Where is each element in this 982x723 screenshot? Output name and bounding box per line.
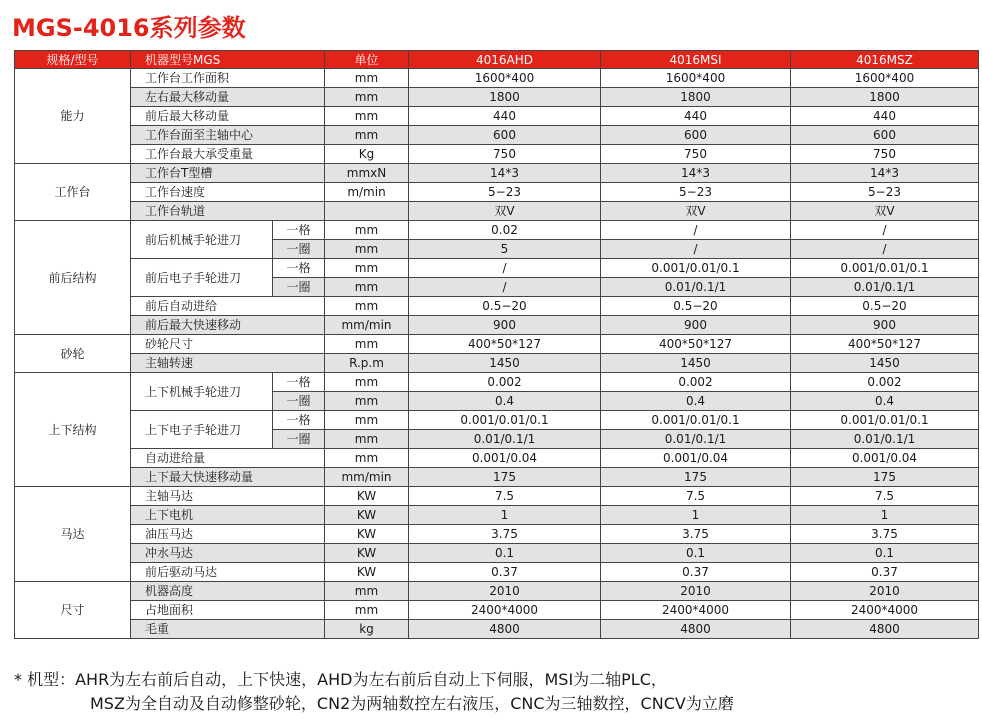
param-cell: 左右最大移动量: [131, 88, 325, 107]
value-cell: 14*3: [601, 164, 791, 183]
unit-cell: KW: [325, 506, 409, 525]
table-row: [15, 126, 979, 145]
table-row: [15, 202, 979, 221]
value-cell: 400*50*127: [409, 335, 601, 354]
value-cell: 900: [409, 316, 601, 335]
value-cell: 3.75: [409, 525, 601, 544]
value-cell: 1600*400: [791, 69, 979, 88]
value-cell: 1: [601, 506, 791, 525]
value-cell: 0.01/0.1/1: [601, 430, 791, 449]
table-row: [15, 297, 979, 316]
value-cell: 0.1: [409, 544, 601, 563]
param-cell: 前后自动进给: [131, 297, 325, 316]
value-cell: 1450: [409, 354, 601, 373]
value-cell: 0.4: [601, 392, 791, 411]
value-cell: 2010: [409, 582, 601, 601]
param-cell: 毛重: [131, 620, 325, 639]
value-cell: 900: [601, 316, 791, 335]
footnote: [14, 668, 734, 716]
value-cell: /: [791, 221, 979, 240]
param-cell: 前后最大移动量: [131, 107, 325, 126]
value-cell: 0.002: [409, 373, 601, 392]
category-cell: 能力: [15, 69, 131, 164]
category-cell: 前后结构: [15, 221, 131, 335]
unit-cell: mm: [325, 411, 409, 430]
table-row: [15, 563, 979, 582]
table-row: [15, 544, 979, 563]
unit-cell: mm/min: [325, 316, 409, 335]
value-cell: 1800: [791, 88, 979, 107]
param-cell: 工作台面至主轴中心: [131, 126, 325, 145]
unit-cell: [325, 202, 409, 221]
param-cell: 油压马达: [131, 525, 325, 544]
value-cell: 0.001/0.04: [791, 449, 979, 468]
subgroup-cell: 前后机械手轮进刀: [131, 221, 273, 259]
unit-cell: mm: [325, 259, 409, 278]
category-cell: 马达: [15, 487, 131, 582]
footnote-line-2: MSZ为全自动及自动修整砂轮，CN2为两轴数控左右液压，CNC为三轴数控，CNCV为立磨: [90, 694, 734, 713]
subgroup-cell: 上下机械手轮进刀: [131, 373, 273, 411]
subgroup-cell: 前后电子手轮进刀: [131, 259, 273, 297]
value-cell: 5: [409, 240, 601, 259]
value-cell: 400*50*127: [601, 335, 791, 354]
value-cell: 7.5: [409, 487, 601, 506]
param-cell: 上下最大快速移动量: [131, 468, 325, 487]
unit-cell: mm: [325, 392, 409, 411]
value-cell: 900: [791, 316, 979, 335]
value-cell: 1600*400: [601, 69, 791, 88]
table-row: [15, 620, 979, 639]
value-cell: 1450: [601, 354, 791, 373]
table-row: [15, 88, 979, 107]
value-cell: 1: [791, 506, 979, 525]
value-cell: 双V: [791, 202, 979, 221]
mode-cell: 一格: [273, 259, 325, 278]
value-cell: 4800: [601, 620, 791, 639]
header-model-3: 4016MSZ: [791, 51, 979, 69]
unit-cell: mm: [325, 582, 409, 601]
mode-cell: 一格: [273, 221, 325, 240]
param-cell: 上下电机: [131, 506, 325, 525]
value-cell: 750: [601, 145, 791, 164]
param-cell: 砂轮尺寸: [131, 335, 325, 354]
value-cell: 0.001/0.01/0.1: [601, 411, 791, 430]
value-cell: 0.001/0.01/0.1: [601, 259, 791, 278]
unit-cell: mm/min: [325, 468, 409, 487]
value-cell: 440: [791, 107, 979, 126]
category-cell: 砂轮: [15, 335, 131, 373]
value-cell: 400*50*127: [791, 335, 979, 354]
unit-cell: mm: [325, 126, 409, 145]
unit-cell: mmxN: [325, 164, 409, 183]
value-cell: 0.01/0.1/1: [791, 430, 979, 449]
value-cell: 2400*4000: [601, 601, 791, 620]
param-cell: 前后驱动马达: [131, 563, 325, 582]
value-cell: 3.75: [601, 525, 791, 544]
param-cell: 工作台T型槽: [131, 164, 325, 183]
page-title: MGS-4016系列参数: [12, 14, 246, 42]
table-row: [15, 221, 979, 240]
value-cell: 0.001/0.01/0.1: [409, 411, 601, 430]
table-row: [15, 335, 979, 354]
table-row: [15, 582, 979, 601]
value-cell: 3.75: [791, 525, 979, 544]
value-cell: 0.001/0.01/0.1: [791, 411, 979, 430]
header-model-2: 4016MSI: [601, 51, 791, 69]
unit-cell: mm: [325, 278, 409, 297]
unit-cell: mm: [325, 373, 409, 392]
unit-cell: KW: [325, 487, 409, 506]
value-cell: 0.001/0.01/0.1: [791, 259, 979, 278]
mode-cell: 一圈: [273, 278, 325, 297]
mode-cell: 一圈: [273, 240, 325, 259]
table-row: [15, 373, 979, 392]
param-cell: 工作台轨道: [131, 202, 325, 221]
mode-cell: 一格: [273, 373, 325, 392]
value-cell: 5−23: [409, 183, 601, 202]
value-cell: 5−23: [791, 183, 979, 202]
header-model-1: 4016AHD: [409, 51, 601, 69]
value-cell: 4800: [409, 620, 601, 639]
table-row: [15, 164, 979, 183]
subgroup-cell: 上下电子手轮进刀: [131, 411, 273, 449]
table-row: [15, 449, 979, 468]
unit-cell: mm: [325, 107, 409, 126]
param-cell: 工作台最大承受重量: [131, 145, 325, 164]
value-cell: 0.001/0.04: [409, 449, 601, 468]
unit-cell: mm: [325, 430, 409, 449]
param-cell: 工作台速度: [131, 183, 325, 202]
param-cell: 工作台工作面积: [131, 69, 325, 88]
table-header: [15, 51, 979, 69]
table-row: [15, 354, 979, 373]
value-cell: 600: [791, 126, 979, 145]
value-cell: 0.5−20: [601, 297, 791, 316]
value-cell: 0.37: [409, 563, 601, 582]
value-cell: /: [791, 240, 979, 259]
mode-cell: 一格: [273, 411, 325, 430]
mode-cell: 一圈: [273, 392, 325, 411]
value-cell: 0.002: [601, 373, 791, 392]
category-cell: 尺寸: [15, 582, 131, 639]
value-cell: 0.02: [409, 221, 601, 240]
value-cell: 14*3: [409, 164, 601, 183]
value-cell: 0.002: [791, 373, 979, 392]
unit-cell: mm: [325, 449, 409, 468]
unit-cell: mm: [325, 88, 409, 107]
spec-table: [14, 50, 979, 639]
value-cell: 0.01/0.1/1: [601, 278, 791, 297]
value-cell: 2010: [601, 582, 791, 601]
mode-cell: 一圈: [273, 430, 325, 449]
value-cell: 7.5: [791, 487, 979, 506]
unit-cell: KW: [325, 563, 409, 582]
value-cell: 0.4: [791, 392, 979, 411]
footnote-line-1: * 机型：AHR为左右前后自动，上下快速，AHD为左右前后自动上下伺服，MSI为二轴PLC，: [14, 670, 667, 689]
unit-cell: KW: [325, 544, 409, 563]
value-cell: 双V: [601, 202, 791, 221]
param-cell: 主轴转速: [131, 354, 325, 373]
value-cell: 0.1: [791, 544, 979, 563]
unit-cell: mm: [325, 221, 409, 240]
table-row: [15, 506, 979, 525]
value-cell: 2400*4000: [791, 601, 979, 620]
value-cell: /: [601, 240, 791, 259]
value-cell: 1800: [409, 88, 601, 107]
value-cell: 0.37: [601, 563, 791, 582]
value-cell: 0.01/0.1/1: [409, 430, 601, 449]
value-cell: 0.37: [791, 563, 979, 582]
value-cell: 0.001/0.04: [601, 449, 791, 468]
value-cell: 1: [409, 506, 601, 525]
param-cell: 自动进给量: [131, 449, 325, 468]
table-row: [15, 259, 979, 278]
value-cell: /: [409, 278, 601, 297]
table-row: [15, 316, 979, 335]
value-cell: /: [409, 259, 601, 278]
value-cell: 7.5: [601, 487, 791, 506]
unit-cell: m/min: [325, 183, 409, 202]
table-row: [15, 525, 979, 544]
value-cell: 双V: [409, 202, 601, 221]
unit-cell: mm: [325, 601, 409, 620]
table-row: [15, 411, 979, 430]
param-cell: 占地面积: [131, 601, 325, 620]
value-cell: 1450: [791, 354, 979, 373]
table-row: [15, 107, 979, 126]
table-row: [15, 601, 979, 620]
category-cell: 上下结构: [15, 373, 131, 487]
value-cell: 600: [409, 126, 601, 145]
value-cell: 750: [791, 145, 979, 164]
param-cell: 机器高度: [131, 582, 325, 601]
unit-cell: mm: [325, 240, 409, 259]
header-spec: 规格/型号: [15, 51, 131, 69]
table-row: [15, 183, 979, 202]
value-cell: 5−23: [601, 183, 791, 202]
value-cell: 440: [601, 107, 791, 126]
table-row: [15, 69, 979, 88]
value-cell: 2010: [791, 582, 979, 601]
header-model: 机器型号MGS: [131, 51, 325, 69]
table-row: [15, 145, 979, 164]
unit-cell: mm: [325, 335, 409, 354]
value-cell: 600: [601, 126, 791, 145]
value-cell: 0.5−20: [409, 297, 601, 316]
unit-cell: Kg: [325, 145, 409, 164]
unit-cell: mm: [325, 69, 409, 88]
value-cell: 0.01/0.1/1: [791, 278, 979, 297]
unit-cell: R.p.m: [325, 354, 409, 373]
header-unit: 单位: [325, 51, 409, 69]
unit-cell: mm: [325, 297, 409, 316]
value-cell: 175: [601, 468, 791, 487]
value-cell: 1800: [601, 88, 791, 107]
value-cell: 175: [791, 468, 979, 487]
value-cell: 4800: [791, 620, 979, 639]
unit-cell: KW: [325, 525, 409, 544]
unit-cell: kg: [325, 620, 409, 639]
value-cell: 0.4: [409, 392, 601, 411]
param-cell: 冲水马达: [131, 544, 325, 563]
category-cell: 工作台: [15, 164, 131, 221]
value-cell: 14*3: [791, 164, 979, 183]
value-cell: 750: [409, 145, 601, 164]
value-cell: 2400*4000: [409, 601, 601, 620]
value-cell: 0.1: [601, 544, 791, 563]
value-cell: 0.5−20: [791, 297, 979, 316]
table-row: [15, 468, 979, 487]
table-row: [15, 487, 979, 506]
param-cell: 前后最大快速移动: [131, 316, 325, 335]
value-cell: 175: [409, 468, 601, 487]
param-cell: 主轴马达: [131, 487, 325, 506]
value-cell: 440: [409, 107, 601, 126]
value-cell: 1600*400: [409, 69, 601, 88]
value-cell: /: [601, 221, 791, 240]
